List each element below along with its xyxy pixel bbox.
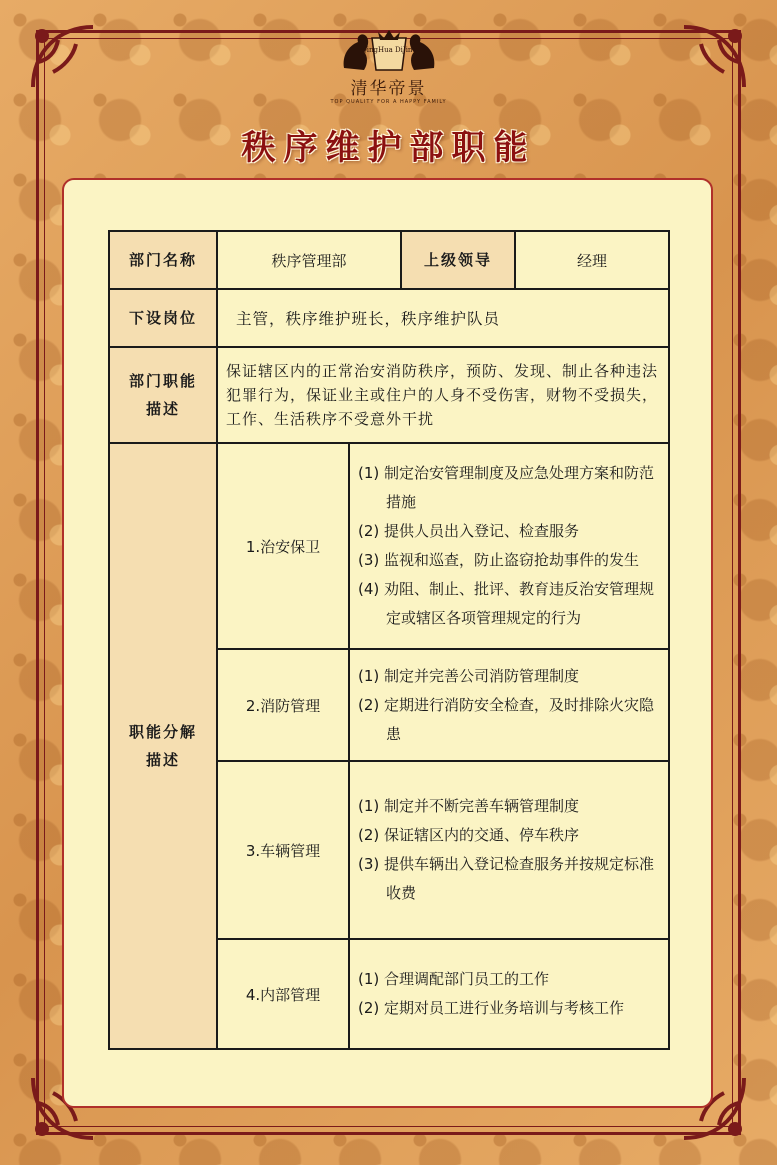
dept-name-label: 部门名称 (109, 231, 217, 289)
section-name: 1.治安保卫 (217, 443, 349, 649)
table-row (109, 231, 669, 289)
list-item: (1) 合理调配部门员工的工作 (358, 970, 550, 988)
positions-label: 下设岗位 (109, 289, 217, 347)
section-items (349, 761, 669, 939)
section-items (349, 443, 669, 649)
list-item: (2) 定期进行消防安全检查，及时排除火灾隐患 (358, 695, 655, 743)
function-label-line1: 部门职能 (128, 372, 197, 390)
logo-tagline: TOP QUALITY FOR A HAPPY FAMILY (330, 99, 447, 105)
table-row (109, 347, 669, 443)
section-name: 4.内部管理 (217, 939, 349, 1049)
breakdown-label (109, 443, 217, 1049)
list-item: (2) 定期对员工进行业务培训与考核工作 (358, 999, 625, 1017)
superior-label: 上级领导 (401, 231, 515, 289)
section-name: 2.消防管理 (217, 649, 349, 761)
section-items (349, 649, 669, 761)
function-label-line2: 描述 (145, 400, 180, 418)
function-label (109, 347, 217, 443)
list-item: (4) 劝阻、制止、批评、教育违反治安管理规定或辖区各项管理规定的行为 (358, 580, 655, 627)
list-item: (1) 制定治安管理制度及应急处理方案和防范措施 (358, 464, 655, 511)
breakdown-label-line1: 职能分解 (128, 723, 197, 741)
lion-crest-icon (334, 28, 444, 76)
page-title: 秩序维护部职能 (241, 128, 536, 168)
list-item: (2) 保证辖区内的交通、停车秩序 (358, 826, 580, 844)
section-items (349, 939, 669, 1049)
logo-monogram: QingHua DiJing (360, 46, 417, 54)
function-table (108, 230, 670, 1050)
list-item: (3) 提供车辆出入登记检查服务并按规定标准收费 (358, 855, 655, 902)
positions-value: 主管，秩序维护班长，秩序维护队员 (217, 289, 669, 347)
list-item: (3) 监视和巡查，防止盗窃抢劫事件的发生 (358, 551, 640, 569)
breakdown-label-line2: 描述 (145, 751, 180, 769)
table-row (109, 443, 669, 649)
logo-name: 清华帝景 (350, 79, 427, 99)
superior-value: 经理 (515, 231, 669, 289)
list-item: (1) 制定并完善公司消防管理制度 (358, 666, 580, 685)
section-name: 3.车辆管理 (217, 761, 349, 939)
function-value: 保证辖区内的正常治安消防秩序，预防、发现、制止各种违法犯罪行为，保证业主或住户的人身不受伤害，财物不受损失，工作、生活秩序不受意外干扰 (217, 347, 669, 443)
logo (0, 28, 777, 105)
list-item: (1) 制定并不断完善车辆管理制度 (358, 797, 580, 815)
list-item: (2) 提供人员出入登记、检查服务 (358, 522, 580, 540)
dept-name-value: 秩序管理部 (217, 231, 401, 289)
table-row (109, 289, 669, 347)
